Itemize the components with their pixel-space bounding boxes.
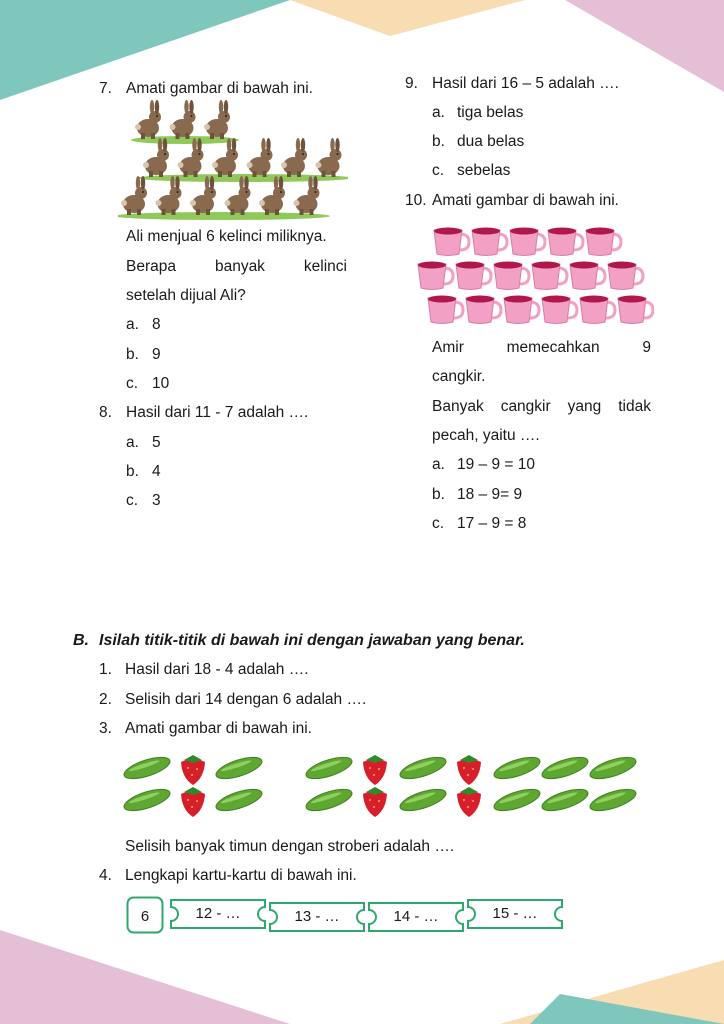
rabbit-icon xyxy=(281,138,307,177)
section-b-heading: Isilah titik-titik di bawah ini dengan jawaban yang benar. xyxy=(99,632,525,649)
q10-number: 10. xyxy=(405,192,427,209)
q10-line1-word: memecahkan xyxy=(506,339,600,356)
cucumber-icon xyxy=(540,785,591,815)
cup-icon xyxy=(586,228,621,256)
q9-option-text: sebelas xyxy=(457,162,511,179)
q7-number: 7. xyxy=(99,80,112,97)
q10-line3-word: yang xyxy=(567,398,602,415)
cucumber-icon xyxy=(214,785,265,815)
q8-number: 8. xyxy=(99,404,112,421)
q9-option-letter: a. xyxy=(432,104,445,121)
q10-option-letter: c. xyxy=(432,515,445,532)
cup-icon xyxy=(532,262,567,290)
cucumber-icon xyxy=(122,785,172,815)
rabbit-icon xyxy=(121,176,147,215)
b-item-text: Selisih dari 14 dengan 6 adalah …. xyxy=(125,691,367,708)
q7-option-text: 10 xyxy=(152,375,170,392)
rabbit-icon xyxy=(143,138,169,177)
q7-line2 xyxy=(126,258,347,276)
q10-line3-word: cangkir xyxy=(500,398,551,415)
q7-line3: setelah dijual Ali? xyxy=(126,287,246,304)
q7-rabbit-picture xyxy=(118,100,348,225)
cucumber-icon xyxy=(540,753,591,783)
cucumber-icon xyxy=(398,785,449,815)
q8-option-text: 3 xyxy=(152,492,161,509)
q7-option-letter: b. xyxy=(126,346,139,363)
b-item-text: Hasil dari 18 - 4 adalah …. xyxy=(125,661,309,678)
q10-option-text: 18 – 9= 9 xyxy=(457,486,523,503)
q9-prompt: Hasil dari 16 – 5 adalah …. xyxy=(432,75,619,92)
q7-line2-word: kelinci xyxy=(303,258,347,275)
rabbit-icon xyxy=(204,100,230,139)
q8-option-letter: c. xyxy=(126,492,139,509)
cup-icon xyxy=(418,262,453,290)
q9-option-letter: c. xyxy=(432,162,445,179)
cucumber-icon xyxy=(492,753,543,783)
b3-cucumber-strawberry-picture xyxy=(122,746,647,820)
q8-option-text: 4 xyxy=(152,463,161,480)
b-item-number: 3. xyxy=(99,720,112,737)
card-start-text: 6 xyxy=(140,908,150,925)
b-item-number: 1. xyxy=(99,661,112,678)
q10-line4: pecah, yaitu …. xyxy=(432,427,540,444)
q8-option-letter: a. xyxy=(126,434,139,451)
cucumber-icon xyxy=(122,753,172,783)
q7-line2-word: Berapa xyxy=(126,258,176,275)
strawberry-icon xyxy=(181,787,205,817)
cup-icon xyxy=(504,296,539,324)
q9-number: 9. xyxy=(405,75,418,92)
q7-line2-word: banyak xyxy=(214,258,265,275)
cup-icon xyxy=(472,228,507,256)
b-item-text: Lengkapi kartu-kartu di bawah ini. xyxy=(125,867,357,884)
strawberry-icon xyxy=(457,787,481,817)
rabbit-icon xyxy=(316,138,342,177)
cup-icon xyxy=(580,296,615,324)
cup-icon xyxy=(466,296,501,324)
cucumber-icon xyxy=(304,753,355,783)
cucumber-icon xyxy=(304,785,355,815)
cup-icon xyxy=(428,296,463,324)
cucumber-icon xyxy=(398,753,449,783)
rabbit-icon xyxy=(294,176,320,215)
q9-option-text: tiga belas xyxy=(457,104,524,121)
cup-icon xyxy=(570,262,605,290)
cup-icon xyxy=(608,262,643,290)
q10-line3 xyxy=(432,398,651,416)
cup-icon xyxy=(494,262,529,290)
cup-icon xyxy=(456,262,491,290)
b-item-text: Amati gambar di bawah ini. xyxy=(125,720,312,737)
section-b-letter: B. xyxy=(73,632,89,649)
q10-option-text: 19 – 9 = 10 xyxy=(457,456,535,473)
card-text: 15 - … xyxy=(492,905,538,922)
q10-cup-picture xyxy=(414,222,654,332)
q10-option-letter: b. xyxy=(432,486,445,503)
b3-question: Selisih banyak timun dengan stroberi adalah …. xyxy=(125,838,455,855)
q8-prompt: Hasil dari 11 - 7 adalah …. xyxy=(126,404,309,421)
q9-option-letter: b. xyxy=(432,133,445,150)
q10-prompt: Amati gambar di bawah ini. xyxy=(432,192,619,209)
q7-option-letter: a. xyxy=(126,316,139,333)
b-item-number: 2. xyxy=(99,691,112,708)
card xyxy=(465,893,565,935)
q7-option-text: 9 xyxy=(152,346,161,363)
cup-icon xyxy=(434,228,469,256)
b-item-number: 4. xyxy=(99,867,112,884)
strawberry-icon xyxy=(363,787,387,817)
cup-icon xyxy=(618,296,653,324)
cucumber-icon xyxy=(588,753,639,783)
card-text: 13 - … xyxy=(294,908,340,925)
card-start xyxy=(126,896,164,934)
q7-option-letter: c. xyxy=(126,375,139,392)
q7-option-text: 8 xyxy=(152,316,161,333)
card xyxy=(267,896,367,938)
rabbit-icon xyxy=(212,138,238,177)
q10-line2: cangkir. xyxy=(432,368,486,385)
cucumber-icon xyxy=(214,753,265,783)
q8-option-text: 5 xyxy=(152,434,161,451)
cucumber-icon xyxy=(492,785,543,815)
rabbit-icon xyxy=(170,100,196,139)
card xyxy=(168,893,268,935)
strawberry-icon xyxy=(457,755,481,785)
card-text: 14 - … xyxy=(393,908,439,925)
card xyxy=(366,896,466,938)
rabbit-icon xyxy=(247,138,273,177)
cup-icon xyxy=(510,228,545,256)
q10-line3-word: Banyak xyxy=(432,398,484,415)
q10-line1-word: 9 xyxy=(642,339,651,356)
rabbit-icon xyxy=(190,176,216,215)
rabbit-icon xyxy=(135,100,161,139)
q9-option-text: dua belas xyxy=(457,133,525,150)
cup-icon xyxy=(548,228,583,256)
cup-icon xyxy=(542,296,577,324)
rabbit-icon xyxy=(156,176,182,215)
q10-line1-word: Amir xyxy=(432,339,464,356)
q10-option-letter: a. xyxy=(432,456,445,473)
q8-option-letter: b. xyxy=(126,463,139,480)
q10-option-text: 17 – 9 = 8 xyxy=(457,515,527,532)
strawberry-icon xyxy=(363,755,387,785)
cucumber-icon xyxy=(588,785,639,815)
strawberry-icon xyxy=(181,755,205,785)
q7-line1: Ali menjual 6 kelinci miliknya. xyxy=(126,228,327,245)
q7-prompt: Amati gambar di bawah ini. xyxy=(126,80,313,97)
q10-line1 xyxy=(432,339,651,357)
card-text: 12 - … xyxy=(195,905,241,922)
q10-line3-word: tidak xyxy=(618,398,651,415)
